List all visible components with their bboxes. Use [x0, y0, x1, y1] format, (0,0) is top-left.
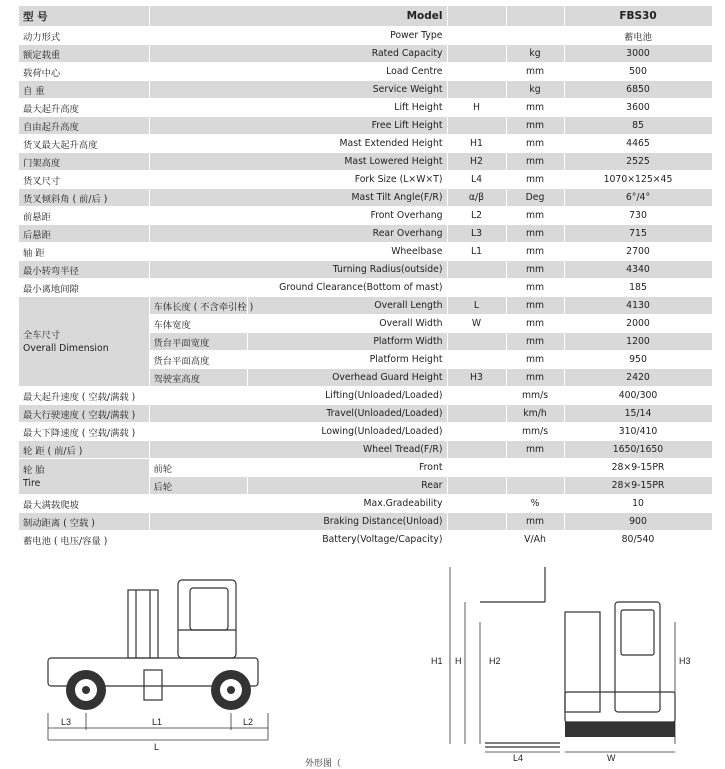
row-unit: mm: [506, 171, 564, 189]
row-symbol: L2: [447, 207, 506, 225]
row-label-en: Free Lift Height: [149, 117, 447, 135]
row-value: 2420: [564, 369, 712, 387]
row-value: 2525: [564, 153, 712, 171]
sub-label-cn: 后轮: [149, 477, 247, 495]
label-h2: H2: [489, 656, 501, 666]
row-value: 28×9-15PR: [564, 477, 712, 495]
label-h: H: [455, 656, 462, 666]
row-value: 4130: [564, 297, 712, 315]
row-symbol: L3: [447, 225, 506, 243]
table-row: [19, 441, 712, 459]
row-unit: [506, 459, 564, 477]
row-label-en: Turning Radius(outside): [149, 261, 447, 279]
row-value: 3600: [564, 99, 712, 117]
row-unit: mm: [506, 117, 564, 135]
row-unit: mm: [506, 351, 564, 369]
row-unit: [506, 477, 564, 495]
row-symbol: [447, 513, 506, 531]
row-label-cn: 动力形式: [19, 27, 149, 45]
table-row: [19, 117, 712, 135]
row-unit: mm: [506, 63, 564, 81]
table-row: [19, 99, 712, 117]
row-label-en: Rear Overhang: [149, 225, 447, 243]
row-value: 400/300: [564, 387, 712, 405]
row-label-en: Lifting(Unloaded/Loaded): [149, 387, 447, 405]
header-unit: [506, 6, 564, 27]
side-cabin: [178, 580, 236, 658]
sub-label-en: Overall Length: [247, 297, 447, 315]
table-row: [19, 135, 712, 153]
side-dimensions: [48, 713, 268, 752]
row-value: 900: [564, 513, 712, 531]
row-unit: mm: [506, 261, 564, 279]
row-label-cn: 后悬距: [19, 225, 149, 243]
side-mast: [128, 590, 158, 658]
row-unit: mm: [506, 243, 564, 261]
row-label-cn: 额定载重: [19, 45, 149, 63]
header-cn: 型 号: [19, 6, 149, 27]
header-en: Model: [149, 6, 447, 27]
table-row: [19, 495, 712, 513]
row-value: 950: [564, 351, 712, 369]
row-unit: mm: [506, 279, 564, 297]
row-value: 蓄电池: [564, 27, 712, 45]
row-label-en: Load Centre: [149, 63, 447, 81]
front-view-drawing: [425, 562, 710, 763]
row-value: 4340: [564, 261, 712, 279]
row-label-cn: 最小转弯半径: [19, 261, 149, 279]
row-value: 730: [564, 207, 712, 225]
row-symbol: [447, 27, 506, 45]
label-l3: L3: [61, 717, 72, 727]
row-symbol: [447, 81, 506, 99]
table-row: [19, 207, 712, 225]
side-view-drawing: [28, 570, 278, 755]
row-label-en: Mast Tilt Angle(F/R): [149, 189, 447, 207]
table-row: [19, 243, 712, 261]
spec-table: [19, 6, 713, 549]
row-value: 2000: [564, 315, 712, 333]
row-unit: mm: [506, 441, 564, 459]
row-symbol: [447, 405, 506, 423]
sub-label-cn: 货台平面高度: [149, 351, 247, 369]
table-header: [19, 6, 712, 27]
row-symbol: [447, 333, 506, 351]
header-value: FBS30: [564, 6, 712, 27]
row-symbol: W: [447, 315, 506, 333]
sub-label-cn: 驾驶室高度: [149, 369, 247, 387]
row-symbol: [447, 351, 506, 369]
row-label-en: Fork Size (L×W×T): [149, 171, 447, 189]
sub-label-en: Overall Width: [247, 315, 447, 333]
row-symbol: L: [447, 297, 506, 315]
row-symbol: H: [447, 99, 506, 117]
front-mast: [565, 612, 600, 712]
sub-label-en: Front: [247, 459, 447, 477]
row-symbol: H3: [447, 369, 506, 387]
group-label: [19, 459, 149, 495]
row-label-en: Lift Height: [149, 99, 447, 117]
row-unit: %: [506, 495, 564, 513]
side-wheel-rear: [66, 670, 106, 710]
row-symbol: L1: [447, 243, 506, 261]
label-l2: L2: [243, 717, 254, 727]
label-l4: L4: [513, 753, 524, 763]
row-symbol: [447, 477, 506, 495]
row-value: 715: [564, 225, 712, 243]
row-symbol: H2: [447, 153, 506, 171]
row-label-cn: 轴 距: [19, 243, 149, 261]
row-label-cn: 轮 距 ( 前/后 ): [19, 441, 149, 459]
row-label-cn: 最大下降速度 ( 空载/满载 ): [19, 423, 149, 441]
figure-caption: 外形图（: [305, 759, 342, 769]
table-row: [19, 297, 712, 315]
row-symbol: [447, 459, 506, 477]
row-label-cn: 自 重: [19, 81, 149, 99]
table-row: [19, 63, 712, 81]
row-symbol: [447, 279, 506, 297]
row-value: 6°/4°: [564, 189, 712, 207]
row-symbol: [447, 45, 506, 63]
row-label-cn: 最小离地间隙: [19, 279, 149, 297]
group-label-en: Tire: [23, 477, 41, 489]
label-l1: L1: [152, 717, 163, 727]
row-symbol: [447, 387, 506, 405]
row-symbol: [447, 261, 506, 279]
row-label-en: Power Type: [149, 27, 447, 45]
row-value: 10: [564, 495, 712, 513]
group-label-cn: 全车尺寸: [23, 329, 61, 341]
row-unit: mm/s: [506, 423, 564, 441]
row-unit: mm: [506, 513, 564, 531]
label-w: W: [607, 753, 616, 763]
row-label-en: Travel(Unloaded/Loaded): [149, 405, 447, 423]
row-label-en: Front Overhang: [149, 207, 447, 225]
row-unit: kg: [506, 81, 564, 99]
row-unit: mm: [506, 207, 564, 225]
label-h1: H1: [431, 656, 443, 666]
front-chassis: [565, 692, 675, 722]
row-value: 1070×125×45: [564, 171, 712, 189]
row-label-en: Lowing(Unloaded/Loaded): [149, 423, 447, 441]
row-value: 185: [564, 279, 712, 297]
front-wheels: [565, 722, 675, 737]
sub-label-cn: 车体长度 ( 不含牵引栓 ): [149, 297, 247, 315]
row-label-cn: 货叉尺寸: [19, 171, 149, 189]
table-row: [19, 279, 712, 297]
row-symbol: [447, 531, 506, 549]
label-h3: H3: [679, 656, 691, 666]
row-label-en: Wheelbase: [149, 243, 447, 261]
table-row: [19, 189, 712, 207]
sub-label-en: Rear: [247, 477, 447, 495]
sub-label-cn: 车体宽度: [149, 315, 247, 333]
row-symbol: L4: [447, 171, 506, 189]
row-symbol: α/β: [447, 189, 506, 207]
table-row: [19, 171, 712, 189]
row-label-en: Rated Capacity: [149, 45, 447, 63]
row-unit: mm: [506, 99, 564, 117]
sub-label-en: Platform Width: [247, 333, 447, 351]
row-unit: mm: [506, 315, 564, 333]
row-unit: mm/s: [506, 387, 564, 405]
table-row: [19, 81, 712, 99]
row-label-cn: 载荷中心: [19, 63, 149, 81]
row-unit: V/Ah: [506, 531, 564, 549]
row-label-en: Mast Extended Height: [149, 135, 447, 153]
row-unit: mm: [506, 153, 564, 171]
row-symbol: [447, 63, 506, 81]
row-label-cn: 门架高度: [19, 153, 149, 171]
row-unit: mm: [506, 333, 564, 351]
row-label-cn: 蓄电池 ( 电压/容量 ): [19, 531, 149, 549]
row-value: 85: [564, 117, 712, 135]
row-symbol: [447, 441, 506, 459]
front-cabin: [615, 602, 660, 712]
table-row: [19, 153, 712, 171]
row-label-cn: 最大起升速度 ( 空载/满载 ): [19, 387, 149, 405]
row-value: 15/14: [564, 405, 712, 423]
row-value: 4465: [564, 135, 712, 153]
table-row: [19, 45, 712, 63]
group-label-en: Overall Dimension: [23, 342, 109, 354]
table-row: [19, 405, 712, 423]
table-row: [19, 387, 712, 405]
row-label-cn: 最大起升高度: [19, 99, 149, 117]
row-label-cn: 货叉最大起升高度: [19, 135, 149, 153]
row-value: 1650/1650: [564, 441, 712, 459]
row-symbol: [447, 423, 506, 441]
table-row: [19, 531, 712, 549]
sub-label-en: Overhead Guard Height: [247, 369, 447, 387]
row-symbol: H1: [447, 135, 506, 153]
row-value: 310/410: [564, 423, 712, 441]
row-value: 500: [564, 63, 712, 81]
row-value: 28×9-15PR: [564, 459, 712, 477]
sub-label-cn: 货台平面宽度: [149, 333, 247, 351]
row-value: 6850: [564, 81, 712, 99]
row-unit: Deg: [506, 189, 564, 207]
row-unit: mm: [506, 225, 564, 243]
row-label-cn: 制动距离 ( 空载 ): [19, 513, 149, 531]
row-label-en: Wheel Tread(F/R): [149, 441, 447, 459]
row-symbol: [447, 117, 506, 135]
row-label-en: Ground Clearance(Bottom of mast): [149, 279, 447, 297]
row-label-cn: 前悬距: [19, 207, 149, 225]
side-wheel-front: [211, 670, 251, 710]
row-unit: [506, 27, 564, 45]
row-unit: km/h: [506, 405, 564, 423]
table-row: [19, 513, 712, 531]
group-label: [19, 297, 149, 387]
table-row: [19, 27, 712, 45]
row-label-en: Battery(Voltage/Capacity): [149, 531, 447, 549]
row-label-cn: 自由起升高度: [19, 117, 149, 135]
header-sym: [447, 6, 506, 27]
group-label-cn: 轮 胎: [23, 464, 45, 476]
row-symbol: [447, 495, 506, 513]
row-label-cn: 最大行驶速度 ( 空载/满载 ): [19, 405, 149, 423]
sub-label-cn: 前轮: [149, 459, 247, 477]
table-row: [19, 459, 712, 477]
row-label-en: Service Weight: [149, 81, 447, 99]
row-value: 80/540: [564, 531, 712, 549]
row-label-en: Mast Lowered Height: [149, 153, 447, 171]
row-label-cn: 货叉倾斜角 ( 前/后 ): [19, 189, 149, 207]
row-value: 3000: [564, 45, 712, 63]
side-fork-carriage: [144, 670, 162, 700]
row-value: 2700: [564, 243, 712, 261]
table-row: [19, 423, 712, 441]
table-row: [19, 261, 712, 279]
row-unit: kg: [506, 45, 564, 63]
row-value: 1200: [564, 333, 712, 351]
sub-label-en: Platform Height: [247, 351, 447, 369]
table-row: [19, 225, 712, 243]
row-unit: mm: [506, 297, 564, 315]
row-label-en: Max.Gradeability: [149, 495, 447, 513]
row-label-cn: 最大满载爬坡: [19, 495, 149, 513]
label-l: L: [154, 742, 160, 752]
row-unit: mm: [506, 369, 564, 387]
row-unit: mm: [506, 135, 564, 153]
row-label-en: Braking Distance(Unload): [149, 513, 447, 531]
